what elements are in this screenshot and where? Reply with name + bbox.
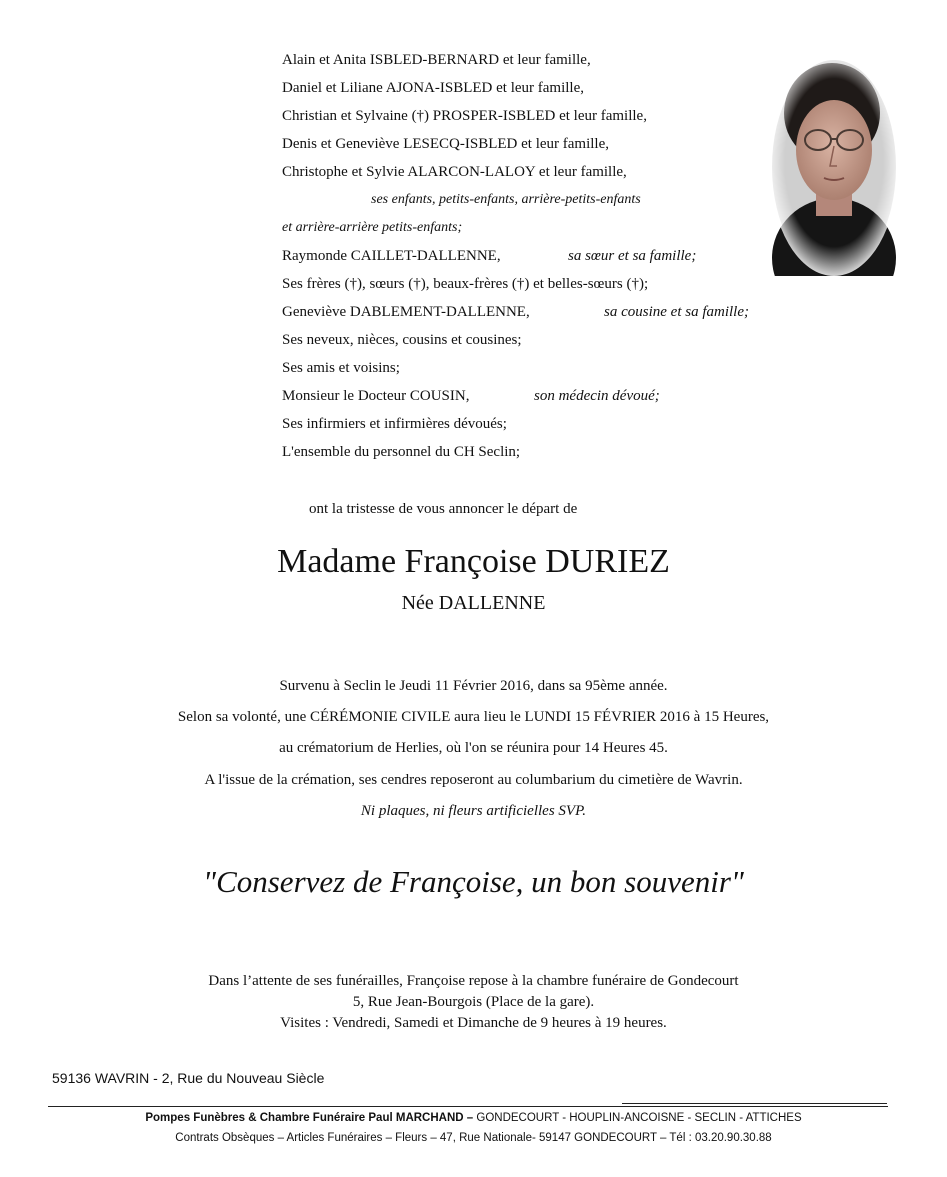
nephews-line: Ses neveux, nièces, cousins et cousines; xyxy=(282,332,522,348)
footer-contact: Contrats Obsèques – Articles Funéraires – Fleurs – 47, Rue Nationale- 59147 GONDECOURT – Tél : 03.20.90.30.88 xyxy=(175,1132,772,1144)
details-line-1: Survenu à Seclin le Jeudi 11 Février 2016, dans sa 95ème année. xyxy=(279,678,668,694)
cousin-role: sa cousine et sa famille; xyxy=(604,304,749,320)
sister-role: sa sœur et sa famille; xyxy=(568,248,697,264)
family-line-2: Daniel et Liliane AJONA-ISBLED et leur famille, xyxy=(282,80,584,96)
visitation-line-1: Dans l’attente de ses funérailles, Françoise repose à la chambre funéraire de Gondecourt xyxy=(208,973,739,989)
children-line-2: et arrière-arrière petits-enfants; xyxy=(282,220,463,235)
portrait-photo xyxy=(770,58,898,276)
details-note: Ni plaques, ni fleurs artificielles SVP. xyxy=(360,803,587,819)
family-line-5: Christophe et Sylvie ALARCON-LALOY et leur famille, xyxy=(282,164,627,180)
sister-name: Raymonde CAILLET-DALLENNE, xyxy=(282,248,501,264)
details-line-2: Selon sa volonté, une CÉRÉMONIE CIVILE aura lieu le LUNDI 15 FÉVRIER 2016 à 15 Heures, xyxy=(177,709,770,725)
footer-divider xyxy=(48,1106,888,1107)
details-line-3: au crématorium de Herlies, où l'on se réunira pour 14 Heures 45. xyxy=(279,740,668,756)
announcement: ont la tristesse de vous annoncer le départ de xyxy=(309,501,578,517)
footer-company-name: Pompes Funèbres & Chambre Funéraire Paul MARCHAND – xyxy=(145,1112,474,1124)
footer-company-locations: GONDECOURT - HOUPLIN-ANCOISNE - SECLIN - ATTICHES xyxy=(473,1112,802,1124)
footer-company xyxy=(0,1112,947,1124)
doctor-name: Monsieur le Docteur COUSIN, xyxy=(282,388,470,404)
staff-line: L'ensemble du personnel du CH Seclin; xyxy=(282,444,521,460)
deceased-name: Madame Françoise DURIEZ xyxy=(277,543,670,580)
children-line-1: ses enfants, petits-enfants, arrière-petits-enfants xyxy=(371,192,641,207)
details-line-4: A l'issue de la crémation, ses cendres reposeront au columbarium du cimetière de Wavrin. xyxy=(204,772,743,788)
memorial-quote: "Conservez de Françoise, un bon souvenir" xyxy=(203,864,744,899)
visitation-line-2: 5, Rue Jean-Bourgois (Place de la gare). xyxy=(352,994,595,1010)
short-divider xyxy=(622,1103,887,1104)
visitation-line-3: Visites : Vendredi, Samedi et Dimanche de 9 heures à 19 heures. xyxy=(280,1015,667,1031)
family-line-3: Christian et Sylvaine (†) PROSPER-ISBLED et leur famille, xyxy=(282,108,647,124)
address: 59136 WAVRIN - 2, Rue du Nouveau Siècle xyxy=(52,1070,325,1086)
cousin-name: Geneviève DABLEMENT-DALLENNE, xyxy=(282,304,530,320)
family-line-1: Alain et Anita ISBLED-BERNARD et leur famille, xyxy=(282,52,591,68)
family-line-4: Denis et Geneviève LESECQ-ISBLED et leur famille, xyxy=(282,136,609,152)
friends-line: Ses amis et voisins; xyxy=(282,360,400,376)
maiden-name: Née DALLENNE xyxy=(401,592,546,614)
siblings-line: Ses frères (†), sœurs (†), beaux-frères (†) et belles-sœurs (†); xyxy=(282,276,649,292)
doctor-role: son médecin dévoué; xyxy=(534,388,660,404)
nurses-line: Ses infirmiers et infirmières dévoués; xyxy=(282,416,507,432)
